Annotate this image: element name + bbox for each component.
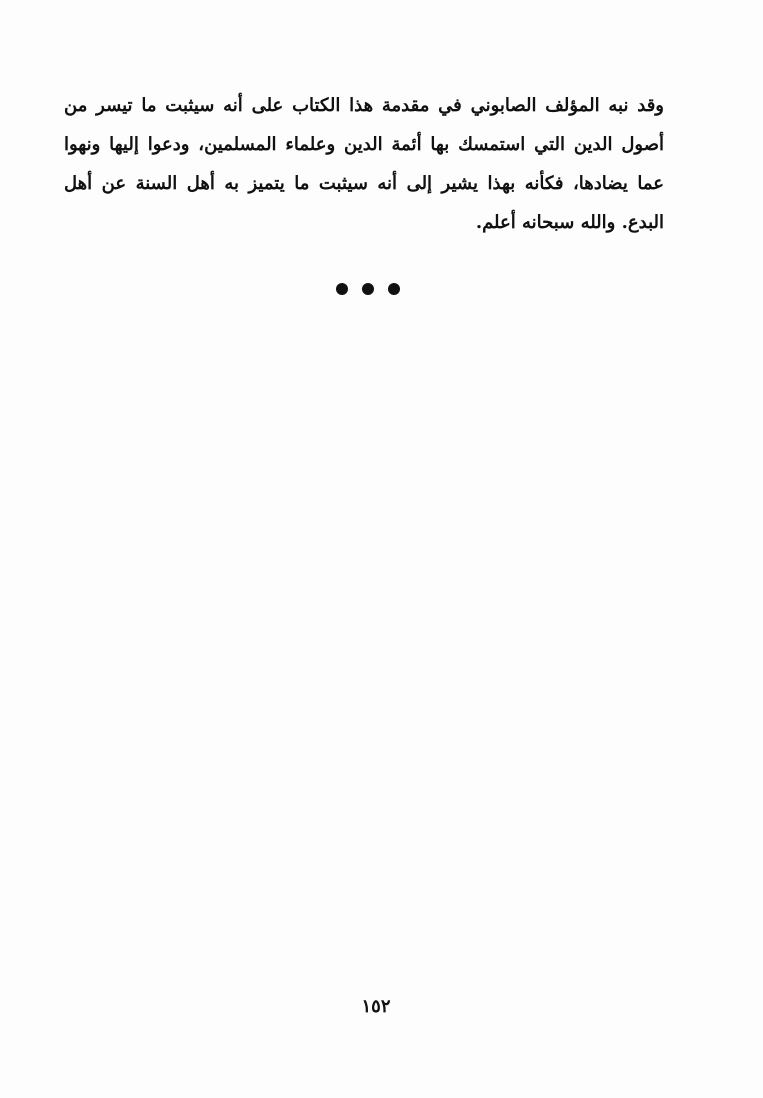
page-number: ١٥٢ bbox=[361, 996, 391, 1017]
separator-dot-icon bbox=[362, 283, 374, 295]
separator-dot-icon bbox=[388, 283, 400, 295]
separator-dot-icon bbox=[336, 283, 348, 295]
body-text bbox=[64, 86, 664, 242]
main-paragraph: وقد نبه المؤلف الصابوني في مقدمة هذا الكتاب على أنه سيثبت ما تيسر من أصول الدين التي استمسك بها أئمة الدين وعلماء المسلمين، ودعوا إليها ونهوا عما يضادها، فكأنه بهذا يشير إلى أنه سيثبت ما يتميز به أهل السنة عن أهل البدع. والله سبحانه أعلم. bbox=[64, 95, 664, 233]
section-separator bbox=[336, 282, 400, 296]
